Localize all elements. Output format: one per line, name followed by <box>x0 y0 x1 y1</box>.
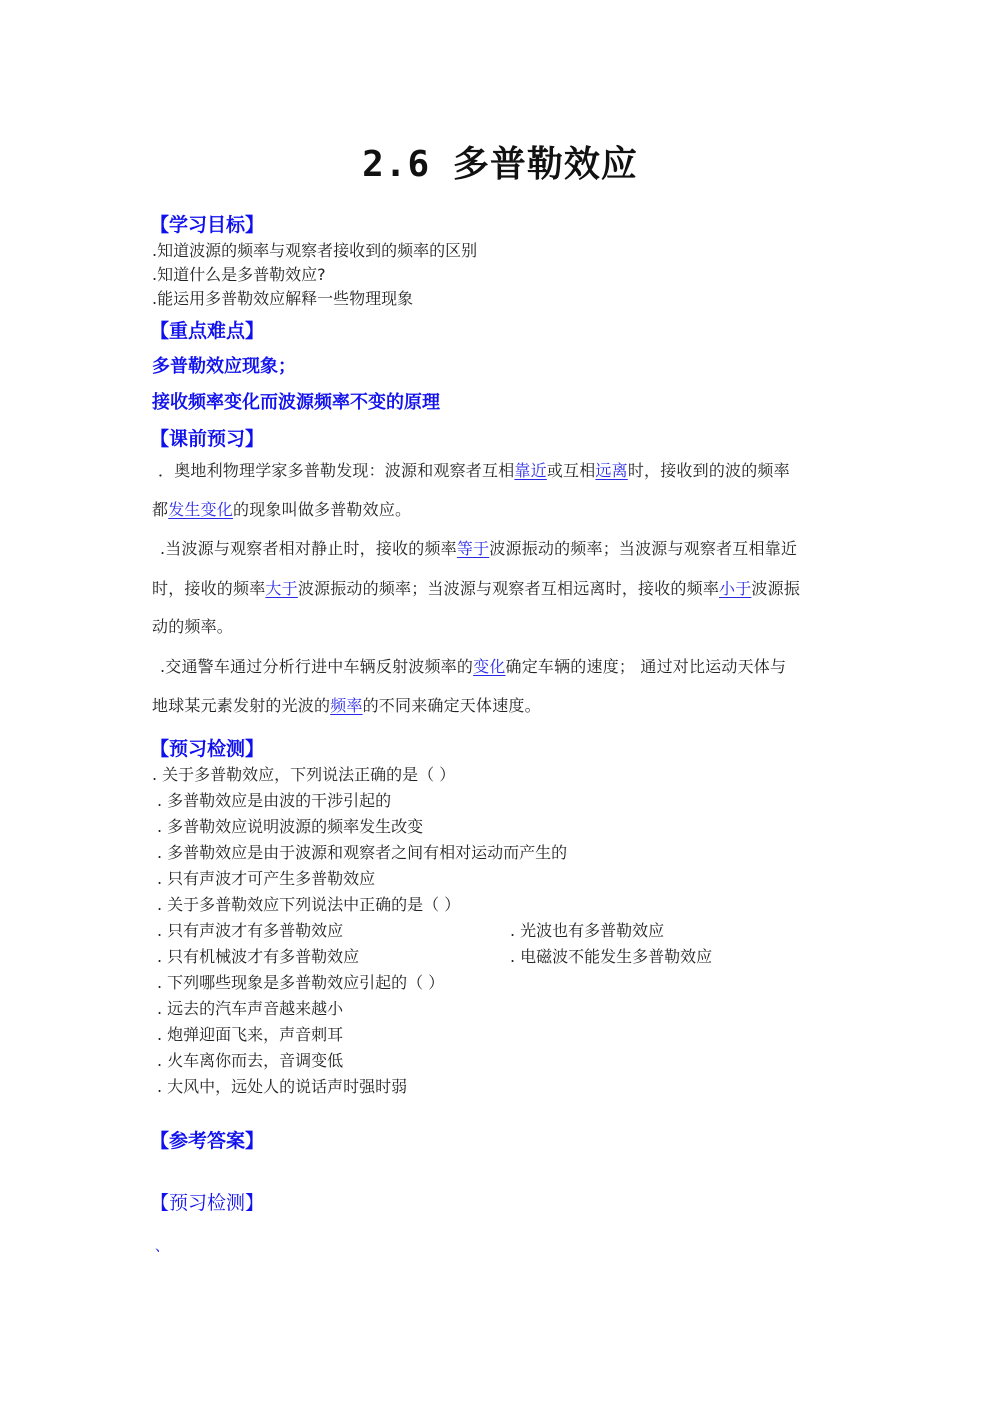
title-text: 多普勒效应 <box>452 144 638 185</box>
text-span: .当波源与观察者相对静止时，接收的频率 <box>160 539 457 558</box>
text-span: 或互相 <box>546 461 596 480</box>
preview-p3-line2 <box>152 693 541 716</box>
text-span: 波源振 <box>751 579 801 598</box>
text-span: 波源振动的频率；当波源与观察者互相靠近 <box>489 539 798 558</box>
preview-p2-line3: 动的频率。 <box>152 617 234 636</box>
preview-p2-line1 <box>160 536 797 559</box>
fill-blank-answer: 变化 <box>473 657 506 676</box>
text-span: 时，接收到的波的频率 <box>627 461 790 480</box>
fill-blank-answer: 靠近 <box>514 461 547 480</box>
text-span: 时，接收的频率 <box>152 579 266 598</box>
q2-option: . 只有声波才有多普勒效应 <box>157 921 344 940</box>
title-number: 2.6 <box>362 144 431 185</box>
q3-option: . 炮弹迎面飞来，声音刺耳 <box>157 1025 344 1044</box>
q3-stem: . 下列哪些现象是多普勒效应引起的（ ） <box>157 973 445 992</box>
preview-heading: 【课前预习】 <box>150 428 265 450</box>
q2-option: . 电磁波不能发生多普勒效应 <box>510 947 713 966</box>
page-title <box>0 136 1000 187</box>
fill-blank-answer: 等于 <box>456 539 490 558</box>
q1-option: . 多普勒效应是由波的干涉引起的 <box>157 791 392 810</box>
q1-stem: . 关于多普勒效应，下列说法正确的是（ ） <box>152 765 456 784</box>
q1-option: . 只有声波才可产生多普勒效应 <box>157 869 376 888</box>
fill-blank-answer: 大于 <box>265 579 298 598</box>
q1-option: . 多普勒效应说明波源的频率发生改变 <box>157 817 424 836</box>
text-span: .交通警车通过分析行进中车辆反射波频率的 <box>160 657 474 676</box>
q1-option: . 多普勒效应是由于波源和观察者之间有相对运动而产生的 <box>157 843 568 862</box>
answers-heading: 【参考答案】 <box>150 1130 265 1152</box>
q2-stem: . 关于多普勒效应下列说法中正确的是（ ） <box>157 895 461 914</box>
key-point-item: 多普勒效应现象； <box>152 356 296 377</box>
answer-mark: 、 <box>155 1239 169 1255</box>
preview-p1-line1 <box>158 458 790 481</box>
q2-option: . 光波也有多普勒效应 <box>510 921 665 940</box>
objective-item: .知道什么是多普勒效应? <box>152 265 326 284</box>
fill-blank-answer: 发生变化 <box>168 500 234 519</box>
check-heading: 【预习检测】 <box>150 738 265 760</box>
text-span: 地球某元素发射的光波的 <box>152 696 331 715</box>
objective-item: .知道波源的频率与观察者接收到的频率的区别 <box>152 241 478 260</box>
q3-option: . 火车离你而去，音调变低 <box>157 1051 344 1070</box>
fill-blank-answer: 频率 <box>330 696 363 715</box>
objectives-heading: 【学习目标】 <box>150 214 265 236</box>
text-span: 的不同来确定天体速度。 <box>362 696 541 715</box>
fill-blank-answer: 远离 <box>595 461 628 480</box>
objective-item: .能运用多普勒效应解释一些物理现象 <box>152 289 414 308</box>
q3-option: . 远去的汽车声音越来越小 <box>157 999 344 1018</box>
fill-blank-answer: 小于 <box>719 579 752 598</box>
preview-p2-line2 <box>152 576 800 599</box>
preview-p1-line2 <box>152 497 411 520</box>
key-points-heading: 【重点难点】 <box>150 320 265 342</box>
text-span: 都 <box>152 500 169 519</box>
text-span: 的现象叫做多普勒效应。 <box>233 500 412 519</box>
answers-check-heading: 【预习检测】 <box>150 1192 265 1214</box>
q2-option: . 只有机械波才有多普勒效应 <box>157 947 360 966</box>
text-span: 波源振动的频率；当波源与观察者互相远离时，接收的频率 <box>297 579 720 598</box>
text-span: ．奥地利物理学家多普勒发现：波源和观察者互相 <box>158 461 515 480</box>
q3-option: . 大风中，远处人的说话声时强时弱 <box>157 1077 408 1096</box>
preview-p3-line1 <box>160 654 786 677</box>
key-point-item: 接收频率变化而波源频率不变的原理 <box>152 392 440 413</box>
text-span: 确定车辆的速度； 通过对比运动天体与 <box>505 657 787 676</box>
